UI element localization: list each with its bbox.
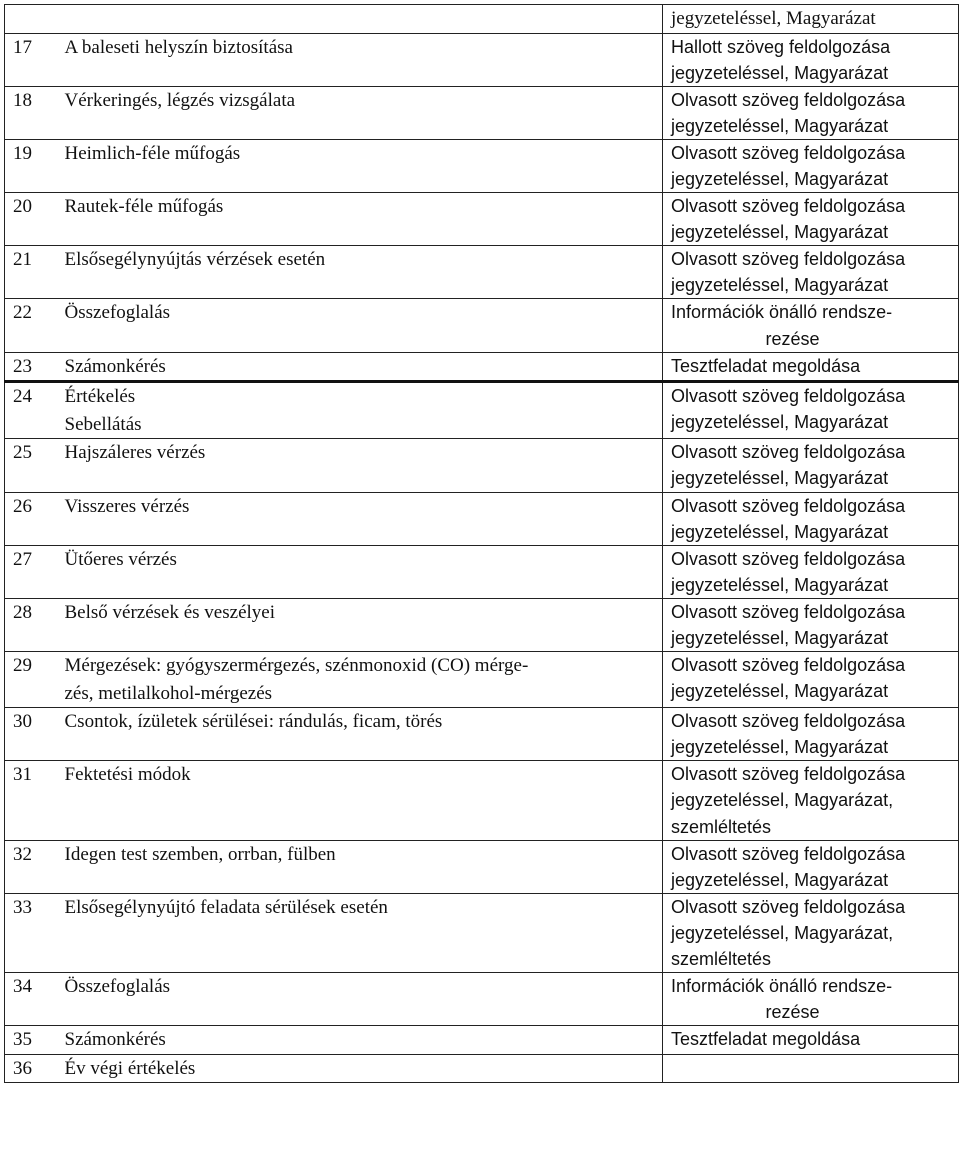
table-row-continued bbox=[5, 5, 959, 34]
method-cell bbox=[663, 973, 959, 1026]
table-row bbox=[5, 193, 959, 246]
topic-line: Belső vérzések és veszélyei bbox=[64, 601, 275, 623]
method-cell bbox=[663, 840, 959, 893]
method-line: Olvasott szöveg feldolgozása bbox=[671, 89, 906, 110]
method-line: jegyzeteléssel, Magyarázat bbox=[671, 574, 889, 595]
method-line: rezése bbox=[765, 328, 820, 349]
row-number-cell: 20 bbox=[5, 193, 59, 246]
method-line: szemléltetés bbox=[671, 816, 772, 837]
topic-cell bbox=[59, 708, 663, 761]
table-row bbox=[5, 1054, 959, 1083]
topic-line: Ütőeres vérzés bbox=[64, 548, 177, 570]
method-line: rezése bbox=[765, 1002, 820, 1023]
topic-cell bbox=[59, 652, 663, 708]
method-line: jegyzeteléssel, Magyarázat bbox=[671, 869, 889, 890]
table-row bbox=[5, 598, 959, 651]
table-row bbox=[5, 33, 959, 86]
topic-line: Összefoglalás bbox=[64, 976, 171, 998]
topic-line: zés, metilalkohol-mérgezés bbox=[64, 682, 273, 704]
method-cell bbox=[663, 598, 959, 651]
topic-cell bbox=[59, 299, 663, 352]
method-line: Olvasott szöveg feldolgozása bbox=[671, 386, 906, 407]
method-line: Olvasott szöveg feldolgozása bbox=[671, 442, 906, 463]
method-cell bbox=[663, 439, 959, 492]
topic-line: Visszeres vérzés bbox=[64, 495, 190, 517]
topic-cell bbox=[59, 352, 663, 382]
method-line: jegyzeteléssel, Magyarázat, bbox=[671, 790, 894, 811]
method-line: Olvasott szöveg feldolgozása bbox=[671, 495, 906, 516]
topic-cell bbox=[59, 246, 663, 299]
row-number-cell: 35 bbox=[5, 1026, 59, 1055]
topic-cell bbox=[59, 893, 663, 972]
method-line: Olvasott szöveg feldolgozása bbox=[671, 196, 906, 217]
row-number-cell: 32 bbox=[5, 840, 59, 893]
method-line: jegyzeteléssel, Magyarázat, bbox=[671, 922, 894, 943]
topic-cell bbox=[59, 545, 663, 598]
topic-cell bbox=[59, 761, 663, 840]
table-row bbox=[5, 1026, 959, 1055]
row-number-cell: 25 bbox=[5, 439, 59, 492]
topic-cell bbox=[59, 193, 663, 246]
method-line: jegyzeteléssel, Magyarázat bbox=[671, 737, 889, 758]
method-line: Olvasott szöveg feldolgozása bbox=[671, 764, 906, 785]
topic-line: Év végi értékelés bbox=[64, 1057, 196, 1079]
table-row bbox=[5, 973, 959, 1026]
method-line: jegyzeteléssel, Magyarázat bbox=[671, 627, 889, 648]
row-number-cell: 18 bbox=[5, 86, 59, 139]
topic-cell bbox=[59, 5, 663, 34]
method-line: jegyzeteléssel, Magyarázat bbox=[671, 115, 889, 136]
topic-line: Számonkérés bbox=[64, 1029, 166, 1051]
method-line: Olvasott szöveg feldolgozása bbox=[671, 142, 906, 163]
method-cell bbox=[663, 1054, 959, 1083]
row-number-cell: 27 bbox=[5, 545, 59, 598]
topic-cell bbox=[59, 492, 663, 545]
method-line: Olvasott szöveg feldolgozása bbox=[671, 601, 906, 622]
topic-line: Összefoglalás bbox=[64, 302, 171, 324]
row-number-cell: 22 bbox=[5, 299, 59, 352]
topic-cell bbox=[59, 1026, 663, 1055]
row-number-cell: 31 bbox=[5, 761, 59, 840]
method-line: Olvasott szöveg feldolgozása bbox=[671, 249, 906, 270]
method-line: Hallott szöveg feldolgozása bbox=[671, 36, 891, 57]
method-cell bbox=[663, 492, 959, 545]
method-line: Olvasott szöveg feldolgozása bbox=[671, 655, 906, 676]
topic-line: Heimlich-féle műfogás bbox=[64, 142, 241, 164]
topic-line: Vérkeringés, légzés vizsgálata bbox=[64, 89, 296, 111]
topic-cell bbox=[59, 33, 663, 86]
topic-cell bbox=[59, 1054, 663, 1083]
table-row bbox=[5, 299, 959, 352]
table-row bbox=[5, 652, 959, 708]
method-line: jegyzeteléssel, Magyarázat bbox=[671, 468, 889, 489]
method-line: jegyzeteléssel, Magyarázat bbox=[671, 275, 889, 296]
method-line: Tesztfeladat megoldása bbox=[671, 1029, 861, 1050]
method-line: Információk önálló rendsze- bbox=[671, 302, 893, 323]
topic-line: Elsősegélynyújtó feladata sérülések esetén bbox=[64, 896, 388, 918]
method-cell bbox=[663, 761, 959, 840]
table-row bbox=[5, 139, 959, 192]
topic-line: Értékelés bbox=[64, 386, 136, 408]
method-cell bbox=[663, 33, 959, 86]
method-cell bbox=[663, 708, 959, 761]
topic-line: Elsősegélynyújtás vérzések esetén bbox=[64, 249, 326, 271]
table-row bbox=[5, 840, 959, 893]
method-cell bbox=[663, 545, 959, 598]
method-line: jegyzeteléssel, Magyarázat bbox=[671, 412, 889, 433]
row-number-cell: 21 bbox=[5, 246, 59, 299]
table-row bbox=[5, 893, 959, 972]
method-line: szemléltetés bbox=[671, 949, 772, 969]
table-row bbox=[5, 545, 959, 598]
method-cell bbox=[663, 352, 959, 382]
topic-cell bbox=[59, 973, 663, 1026]
topic-cell bbox=[59, 382, 663, 439]
topic-cell bbox=[59, 598, 663, 651]
method-line: jegyzeteléssel, Magyarázat bbox=[671, 8, 876, 29]
topic-line: Mérgezések: gyógyszermérgezés, szénmonoxid (CO) mérge- bbox=[64, 655, 529, 677]
method-cell bbox=[663, 893, 959, 972]
row-number-cell: 24 bbox=[5, 382, 59, 439]
topic-cell bbox=[59, 840, 663, 893]
topic-line: Számonkérés bbox=[64, 355, 166, 377]
row-number-cell: 23 bbox=[5, 352, 59, 382]
method-line: Olvasott szöveg feldolgozása bbox=[671, 711, 906, 732]
method-line: Tesztfeladat megoldása bbox=[671, 355, 861, 376]
topic-cell bbox=[59, 439, 663, 492]
topic-line: Hajszáleres vérzés bbox=[64, 442, 206, 464]
table-row bbox=[5, 382, 959, 439]
row-number-cell: 17 bbox=[5, 33, 59, 86]
topic-cell bbox=[59, 139, 663, 192]
method-cell bbox=[663, 246, 959, 299]
table-row bbox=[5, 246, 959, 299]
topic-line: Sebellátás bbox=[64, 413, 142, 435]
row-number-cell: 19 bbox=[5, 139, 59, 192]
method-line: jegyzeteléssel, Magyarázat bbox=[671, 222, 889, 243]
method-line: jegyzeteléssel, Magyarázat bbox=[671, 169, 889, 190]
topic-line: Csontok, ízületek sérülései: rándulás, ficam, törés bbox=[64, 711, 443, 733]
curriculum-table bbox=[4, 4, 959, 1083]
method-line: Olvasott szöveg feldolgozása bbox=[671, 896, 906, 917]
row-number-cell: 33 bbox=[5, 893, 59, 972]
method-cell bbox=[663, 652, 959, 708]
table-body bbox=[5, 5, 959, 1083]
row-number-cell: 36 bbox=[5, 1054, 59, 1083]
method-cell bbox=[663, 1026, 959, 1055]
row-number-cell: 29 bbox=[5, 652, 59, 708]
method-cell bbox=[663, 193, 959, 246]
topic-line: Idegen test szemben, orrban, fülben bbox=[64, 843, 336, 865]
table-row bbox=[5, 492, 959, 545]
table-row bbox=[5, 708, 959, 761]
row-number-cell: 26 bbox=[5, 492, 59, 545]
row-number-cell: 34 bbox=[5, 973, 59, 1026]
method-line: Olvasott szöveg feldolgozása bbox=[671, 548, 906, 569]
method-cell bbox=[663, 5, 959, 34]
method-line: Információk önálló rendsze- bbox=[671, 976, 893, 997]
row-number-cell: 28 bbox=[5, 598, 59, 651]
method-cell bbox=[663, 139, 959, 192]
topic-line: A baleseti helyszín biztosítása bbox=[64, 36, 293, 58]
method-line: jegyzeteléssel, Magyarázat bbox=[671, 62, 889, 83]
table-row bbox=[5, 352, 959, 382]
topic-line: Rautek-féle műfogás bbox=[64, 196, 224, 218]
method-line: Olvasott szöveg feldolgozása bbox=[671, 843, 906, 864]
method-cell bbox=[663, 299, 959, 352]
method-cell bbox=[663, 382, 959, 439]
method-cell bbox=[663, 86, 959, 139]
table-row bbox=[5, 439, 959, 492]
method-line: jegyzeteléssel, Magyarázat bbox=[671, 521, 889, 542]
topic-cell bbox=[59, 86, 663, 139]
row-number-cell bbox=[5, 5, 59, 34]
table-row bbox=[5, 761, 959, 840]
topic-line: Fektetési módok bbox=[64, 764, 191, 786]
table-row bbox=[5, 86, 959, 139]
method-line: jegyzeteléssel, Magyarázat bbox=[671, 681, 889, 702]
row-number-cell: 30 bbox=[5, 708, 59, 761]
